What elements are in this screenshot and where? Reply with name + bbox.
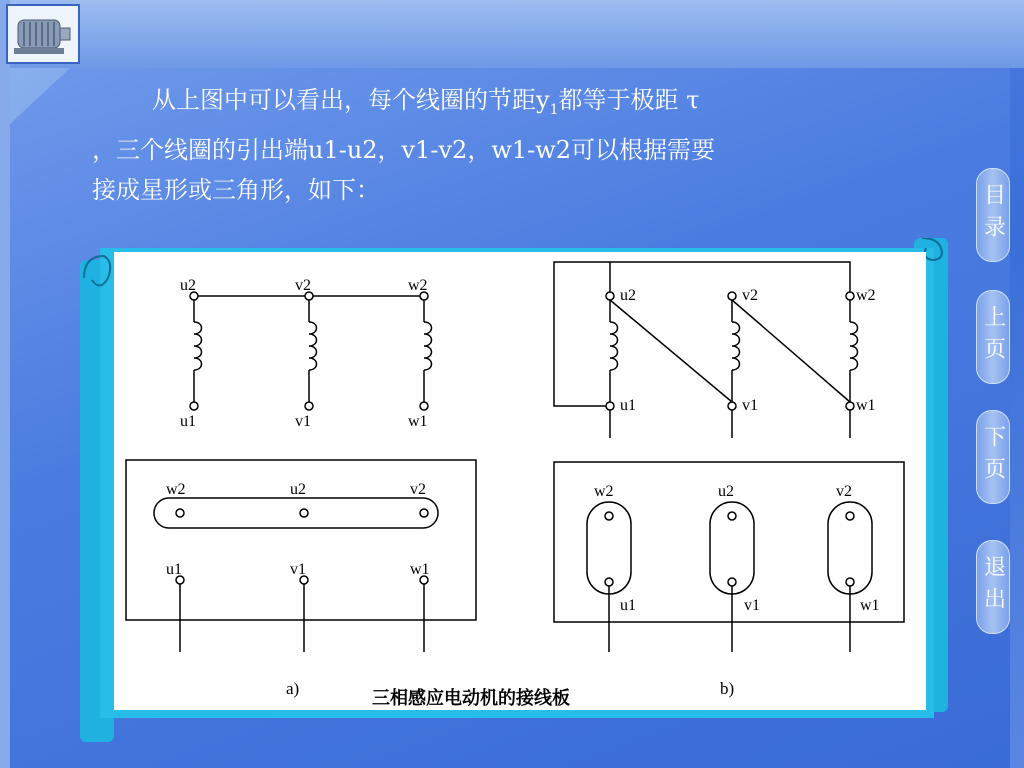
star-top-label-u2: u2 <box>180 277 196 294</box>
explanation-text <box>92 80 942 210</box>
delta-top-label-u2: u2 <box>620 287 636 304</box>
delta-coils <box>554 262 858 438</box>
board-a-top-u2: u2 <box>290 481 306 498</box>
nav-next-button[interactable]: 下页 <box>976 410 1010 504</box>
star-bottom-label-w1: w1 <box>408 413 428 430</box>
star-bottom-label-u1: u1 <box>180 413 196 430</box>
board-a-bottom-w1: w1 <box>410 561 430 578</box>
star-bottom-label-v1: v1 <box>295 413 311 430</box>
text-line-3: 接成星形或三角形，如下： <box>92 175 380 204</box>
delta-bottom-label-v1: v1 <box>742 397 758 414</box>
board-a-bottom-u1: u1 <box>166 561 182 578</box>
nav-toc-button[interactable]: 目录 <box>976 168 1010 262</box>
motor-logo <box>6 4 80 64</box>
delta-top-label-w2: w2 <box>856 287 876 304</box>
delta-top-label-v2: v2 <box>742 287 758 304</box>
delta-bottom-label-u1: u1 <box>620 397 636 414</box>
nav-prev-button[interactable]: 上页 <box>976 290 1010 384</box>
left-frame <box>0 0 10 768</box>
delta-bottom-label-w1: w1 <box>856 397 876 414</box>
star-coils <box>190 292 432 410</box>
diagram-caption: 三相感应电动机的接线板 <box>372 688 570 709</box>
board-b-bottom-u1: u1 <box>620 597 636 614</box>
board-b-top-v2: v2 <box>836 483 852 500</box>
board-a-bottom-v1: v1 <box>290 561 306 578</box>
board-a-top-w2: w2 <box>166 481 186 498</box>
text-line-1a: 从上图中可以看出，每个线圈的节距y <box>152 86 550 114</box>
top-frame <box>0 0 1024 68</box>
board-b-bottom-v1: v1 <box>744 597 760 614</box>
board-b-bottom-w1: w1 <box>860 597 880 614</box>
label-b: b) <box>720 679 735 698</box>
label-a: a) <box>286 679 300 698</box>
subscript: 1 <box>549 101 559 118</box>
wiring-diagram <box>114 252 926 710</box>
text-line-2: ，三个线圈的引出端u1-u2，v1-v2，w1-w2可以根据需要 <box>92 135 716 164</box>
star-top-label-w2: w2 <box>408 277 428 294</box>
board-b-top-u2: u2 <box>718 483 734 500</box>
board-a-top-v2: v2 <box>410 481 426 498</box>
star-top-label-v2: v2 <box>295 277 311 294</box>
motor-icon <box>8 6 78 62</box>
nav-exit-button[interactable]: 退出 <box>976 540 1010 634</box>
diagram-panel <box>114 252 926 710</box>
board-b-top-w2: w2 <box>594 483 614 500</box>
text-line-1 <box>92 80 942 130</box>
text-line-1b: 都等于极距 τ <box>558 86 700 114</box>
